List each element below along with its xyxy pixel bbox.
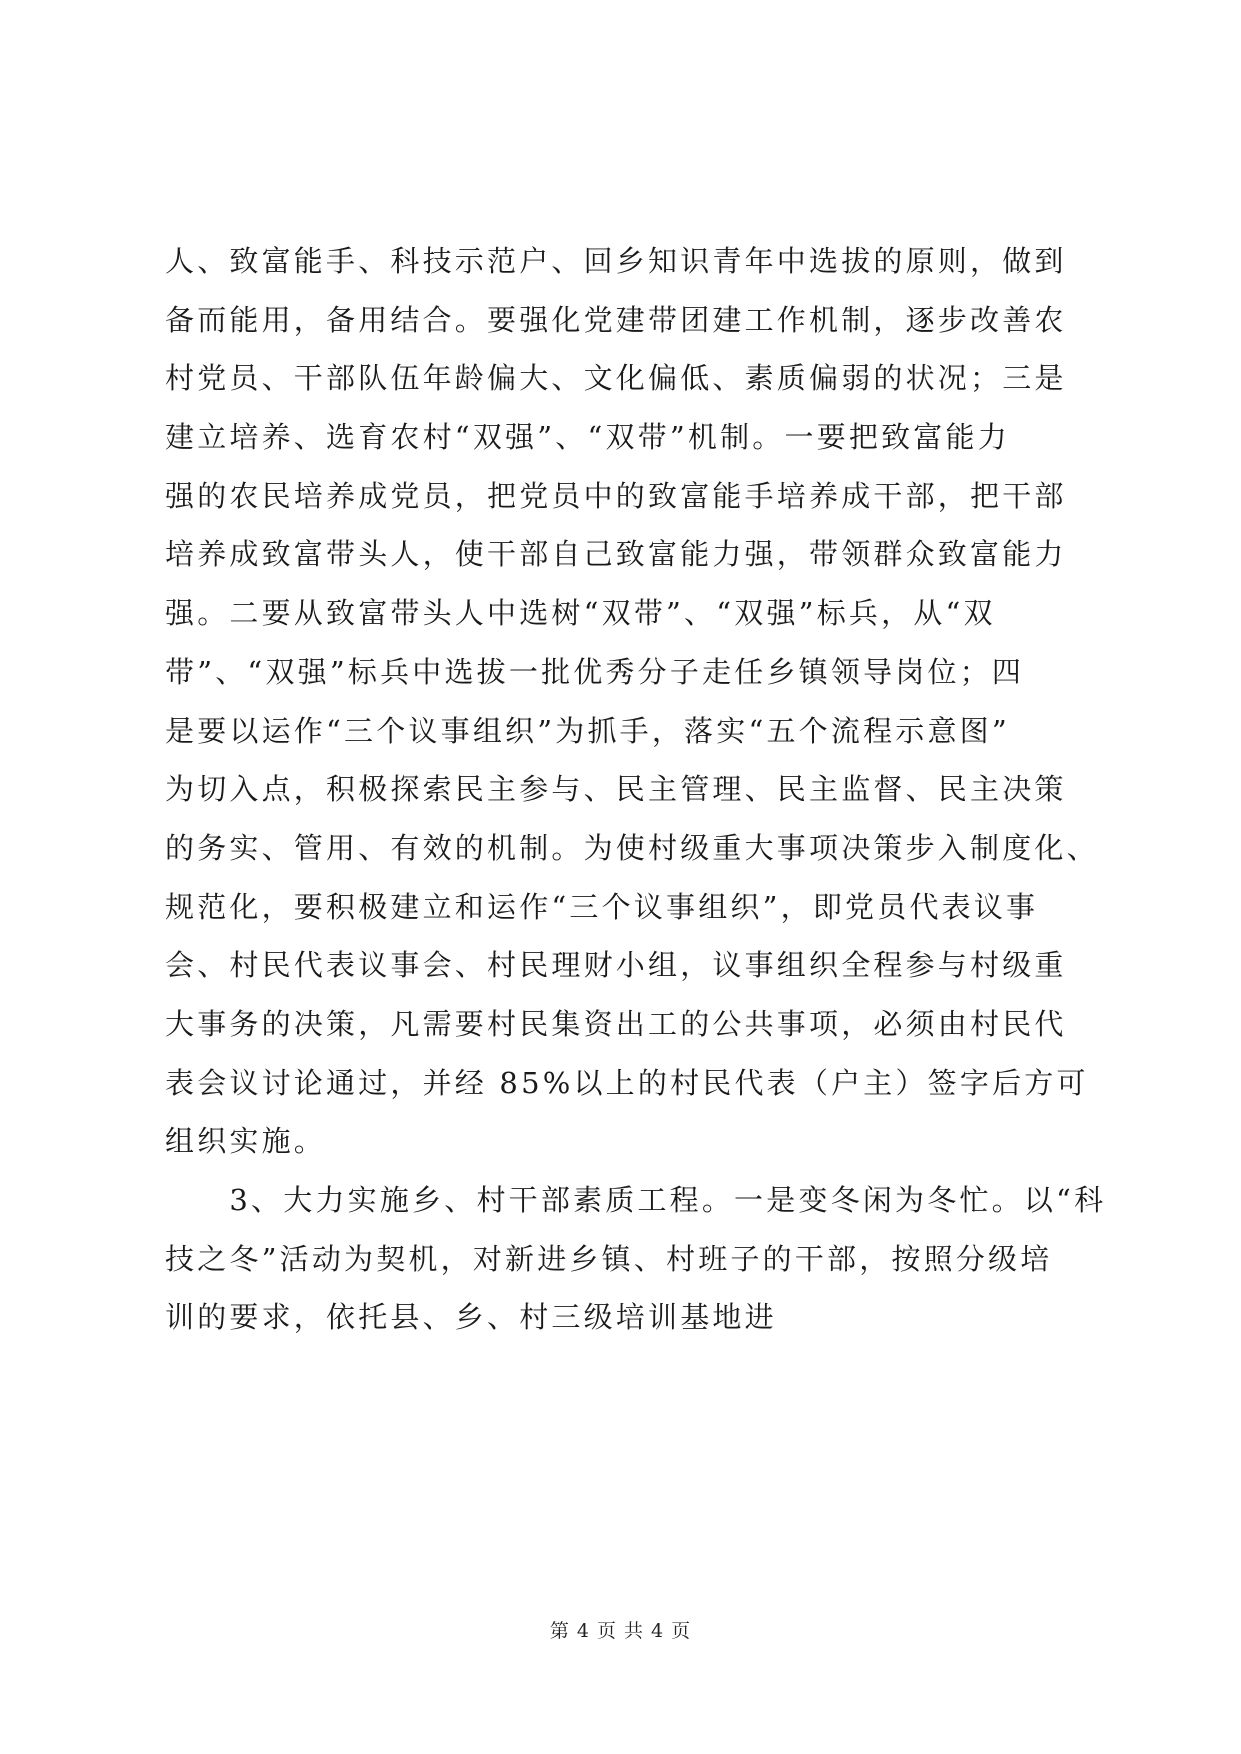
text-line: 备而能用，备用结合。要强化党建带团建工作机制，逐步改善农 xyxy=(165,302,1067,337)
text-line: 强。二要从致富带头人中选树“双带”、“双强”标兵，从“双 xyxy=(165,596,996,631)
text-line: 村党员、干部队伍年龄偏大、文化偏低、素质偏弱的状况；三是 xyxy=(165,361,1067,396)
text-line: 规范化，要积极建立和运作“三个议事组织”，即党员代表议事 xyxy=(165,889,1039,924)
text-line: 培养成致富带头人，使干部自己致富能力强，带领群众致富能力 xyxy=(165,537,1067,572)
text-line: 训的要求，依托县、乡、村三级培训基地进 xyxy=(165,1300,777,1335)
text-line: 会、村民代表议事会、村民理财小组，议事组织全程参与村级重 xyxy=(165,948,1067,983)
text-line: 的务实、管用、有效的机制。为使村级重大事项决策步入制度化、 xyxy=(165,830,1099,865)
text-line: 带”、“双强”标兵中选拔一批优秀分子走任乡镇领导岗位；四 xyxy=(165,654,1025,689)
text-line: 人、致富能手、科技示范户、回乡知识青年中选拔的原则，做到 xyxy=(165,244,1067,278)
text-line: 技之冬”活动为契机，对新进乡镇、村班子的干部，按照分级培 xyxy=(165,1241,1053,1276)
text-line: 是要以运作“三个议事组织”为抓手，落实“五个流程示意图” xyxy=(165,713,1010,748)
text-line: 3、大力实施乡、村干部素质工程。一是变冬闲为冬忙。以“科 xyxy=(165,1183,1107,1217)
page-footer: 第 4 页 共 4 页 xyxy=(549,1620,692,1642)
text-line: 组织实施。 xyxy=(165,1124,327,1159)
text-line: 大事务的决策，凡需要村民集资出工的公共事项，必须由村民代 xyxy=(165,1006,1067,1041)
text-line: 建立培养、选育农村“双强”、“双带”机制。一要把致富能力 xyxy=(165,420,1010,455)
text-line: 强的农民培养成党员，把党员中的致富能手培养成干部，把干部 xyxy=(165,478,1067,513)
text-line: 为切入点，积极探索民主参与、民主管理、民主监督、民主决策 xyxy=(165,772,1067,807)
text-line: 表会议讨论通过，并经 85%以上的村民代表（户主）签字后方可 xyxy=(165,1065,1089,1100)
body-text xyxy=(165,232,1107,1347)
